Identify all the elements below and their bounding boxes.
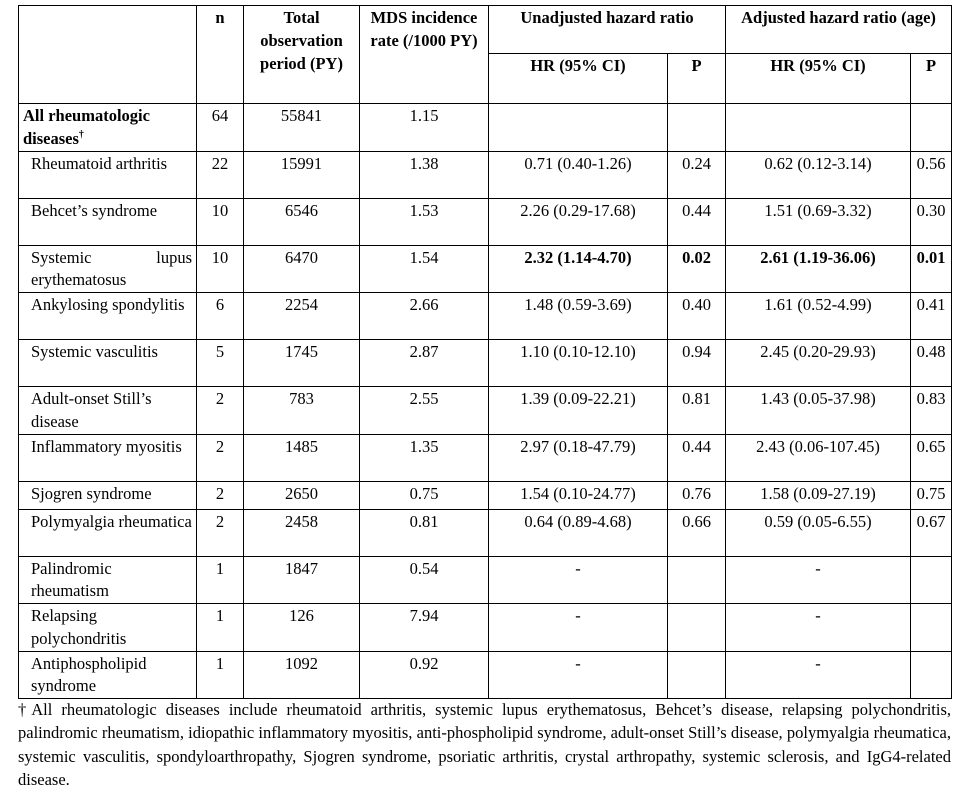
table-row — [19, 151, 952, 198]
cell-rate: 1.35 — [360, 434, 489, 481]
table-row — [19, 481, 952, 509]
row-label-line-2: erythematosus — [31, 270, 127, 290]
cell-hr-adjusted: 2.61 (1.19-36.06) — [726, 245, 911, 293]
cell-py: 1745 — [244, 340, 360, 387]
cell-p-unadjusted: 0.81 — [668, 387, 726, 435]
table-row — [19, 556, 952, 604]
table-row — [19, 509, 952, 556]
cell-py: 1092 — [244, 651, 360, 699]
cell-py: 2254 — [244, 293, 360, 340]
results-table-container — [18, 5, 951, 699]
header-unadjusted-hr: Unadjusted hazard ratio — [489, 6, 726, 54]
cell-hr-adjusted: 1.43 (0.05-37.98) — [726, 387, 911, 435]
results-table — [18, 5, 952, 699]
cell-py: 2650 — [244, 481, 360, 509]
cell-n: 10 — [197, 245, 244, 293]
row-label: Behcet’s syndrome — [19, 198, 197, 245]
cell-p-unadjusted: 0.02 — [668, 245, 726, 293]
cell-hr-unadjusted: - — [489, 651, 668, 699]
cell-p-adjusted: 0.48 — [911, 340, 952, 387]
table-row — [19, 434, 952, 481]
table-row — [19, 104, 952, 152]
cell-p-unadjusted: 0.94 — [668, 340, 726, 387]
cell-hr-unadjusted: 0.71 (0.40-1.26) — [489, 151, 668, 198]
row-label: Antiphospholipid syndrome — [19, 651, 197, 699]
cell-py: 15991 — [244, 151, 360, 198]
row-label: Palindromic rheumatism — [19, 556, 197, 604]
cell-rate: 0.54 — [360, 556, 489, 604]
header-total-observation: Total observation period (PY) — [244, 6, 360, 104]
cell-n: 64 — [197, 104, 244, 152]
cell-hr-unadjusted: 2.32 (1.14-4.70) — [489, 245, 668, 293]
cell-p-adjusted: 0.75 — [911, 481, 952, 509]
cell-n: 1 — [197, 604, 244, 652]
row-label: Rheumatoid arthritis — [19, 151, 197, 198]
cell-rate: 0.92 — [360, 651, 489, 699]
cell-hr-unadjusted: 1.54 (0.10-24.77) — [489, 481, 668, 509]
cell-py: 6546 — [244, 198, 360, 245]
cell-p-unadjusted — [668, 651, 726, 699]
cell-p-adjusted — [911, 604, 952, 652]
header-disease — [19, 6, 197, 104]
row-label — [19, 245, 197, 293]
cell-n: 1 — [197, 651, 244, 699]
cell-p-adjusted: 0.65 — [911, 434, 952, 481]
row-label: Systemic vasculitis — [19, 340, 197, 387]
row-label: Inflammatory myositis — [19, 434, 197, 481]
cell-py: 1847 — [244, 556, 360, 604]
cell-p-unadjusted — [668, 556, 726, 604]
row-label: Sjogren syndrome — [19, 481, 197, 509]
header-n: n — [197, 6, 244, 104]
cell-hr-unadjusted: 0.64 (0.89-4.68) — [489, 509, 668, 556]
table-row — [19, 245, 952, 293]
cell-py: 6470 — [244, 245, 360, 293]
cell-rate: 1.38 — [360, 151, 489, 198]
table-row — [19, 387, 952, 435]
cell-hr-unadjusted: 1.39 (0.09-22.21) — [489, 387, 668, 435]
cell-hr-adjusted: 1.51 (0.69-3.32) — [726, 198, 911, 245]
cell-n: 22 — [197, 151, 244, 198]
cell-hr-unadjusted: 1.10 (0.10-12.10) — [489, 340, 668, 387]
cell-p-adjusted: 0.67 — [911, 509, 952, 556]
cell-rate: 0.81 — [360, 509, 489, 556]
cell-n: 1 — [197, 556, 244, 604]
cell-hr-adjusted: 2.45 (0.20-29.93) — [726, 340, 911, 387]
cell-p-unadjusted: 0.40 — [668, 293, 726, 340]
cell-p-unadjusted: 0.24 — [668, 151, 726, 198]
cell-hr-unadjusted: 1.48 (0.59-3.69) — [489, 293, 668, 340]
cell-hr-unadjusted: - — [489, 556, 668, 604]
cell-rate: 1.54 — [360, 245, 489, 293]
cell-p-unadjusted: 0.44 — [668, 198, 726, 245]
cell-rate: 2.55 — [360, 387, 489, 435]
cell-hr-adjusted — [726, 104, 911, 152]
header-adjusted-hr: Adjusted hazard ratio (age) — [726, 6, 952, 54]
cell-p-unadjusted — [668, 104, 726, 152]
cell-n: 2 — [197, 481, 244, 509]
cell-hr-unadjusted — [489, 104, 668, 152]
cell-hr-adjusted: 1.61 (0.52-4.99) — [726, 293, 911, 340]
cell-n: 6 — [197, 293, 244, 340]
cell-p-adjusted: 0.56 — [911, 151, 952, 198]
row-label: All rheumatologic diseases† — [19, 104, 197, 152]
cell-py: 1485 — [244, 434, 360, 481]
cell-p-adjusted: 0.41 — [911, 293, 952, 340]
cell-hr-adjusted: 2.43 (0.06-107.45) — [726, 434, 911, 481]
row-label: Polymyalgia rheumatica — [19, 509, 197, 556]
cell-p-unadjusted: 0.44 — [668, 434, 726, 481]
header-p-adjusted: P — [911, 54, 952, 104]
cell-p-adjusted — [911, 651, 952, 699]
cell-rate: 7.94 — [360, 604, 489, 652]
cell-hr-adjusted: 0.59 (0.05-6.55) — [726, 509, 911, 556]
header-mds-rate: MDS incidence rate (/1000 PY) — [360, 6, 489, 104]
cell-hr-adjusted: - — [726, 556, 911, 604]
row-label: Adult-onset Still’s disease — [19, 387, 197, 435]
row-label: Relapsing polychondritis — [19, 604, 197, 652]
row-label: Ankylosing spondylitis — [19, 293, 197, 340]
cell-p-unadjusted — [668, 604, 726, 652]
cell-rate: 1.53 — [360, 198, 489, 245]
cell-py: 2458 — [244, 509, 360, 556]
cell-p-adjusted: 0.01 — [911, 245, 952, 293]
cell-n: 2 — [197, 509, 244, 556]
cell-p-adjusted: 0.83 — [911, 387, 952, 435]
cell-p-adjusted — [911, 104, 952, 152]
cell-hr-adjusted: 0.62 (0.12-3.14) — [726, 151, 911, 198]
table-row — [19, 651, 952, 699]
cell-py: 783 — [244, 387, 360, 435]
table-row — [19, 293, 952, 340]
cell-hr-adjusted: - — [726, 651, 911, 699]
cell-hr-unadjusted: 2.97 (0.18-47.79) — [489, 434, 668, 481]
table-row — [19, 198, 952, 245]
cell-hr-adjusted: 1.58 (0.09-27.19) — [726, 481, 911, 509]
header-hr-ci-adjusted: HR (95% CI) — [726, 54, 911, 104]
cell-n: 5 — [197, 340, 244, 387]
table-row — [19, 340, 952, 387]
header-p-unadjusted: P — [668, 54, 726, 104]
cell-hr-unadjusted: - — [489, 604, 668, 652]
table-footnote: †All rheumatologic diseases include rheumatoid arthritis, systemic lupus erythematosus, Behcet’s disease, relapsing polychondritis, palindromic rheumatism, idiopathic inflammatory myositis, anti-phospholipid syndrome, adult-onset Still’s disease, polymyalgia rheumatica, systemic vasculitis, spondyloarthropathy, Sjogren syndrome, psoriatic arthritis, crystal arthropathy, systemic sclerosis, and IgG4-related disease. — [18, 700, 951, 790]
table-row — [19, 604, 952, 652]
cell-rate: 1.15 — [360, 104, 489, 152]
cell-p-adjusted — [911, 556, 952, 604]
cell-p-adjusted: 0.30 — [911, 198, 952, 245]
cell-rate: 2.66 — [360, 293, 489, 340]
header-hr-ci-unadjusted: HR (95% CI) — [489, 54, 668, 104]
cell-py: 55841 — [244, 104, 360, 152]
cell-p-unadjusted: 0.76 — [668, 481, 726, 509]
cell-n: 2 — [197, 387, 244, 435]
cell-hr-unadjusted: 2.26 (0.29-17.68) — [489, 198, 668, 245]
cell-hr-adjusted: - — [726, 604, 911, 652]
row-label-line-1: Systemic lupus — [31, 247, 192, 267]
cell-rate: 0.75 — [360, 481, 489, 509]
cell-p-unadjusted: 0.66 — [668, 509, 726, 556]
dagger-mark: † — [78, 129, 84, 141]
cell-rate: 2.87 — [360, 340, 489, 387]
cell-py: 126 — [244, 604, 360, 652]
cell-n: 10 — [197, 198, 244, 245]
cell-n: 2 — [197, 434, 244, 481]
